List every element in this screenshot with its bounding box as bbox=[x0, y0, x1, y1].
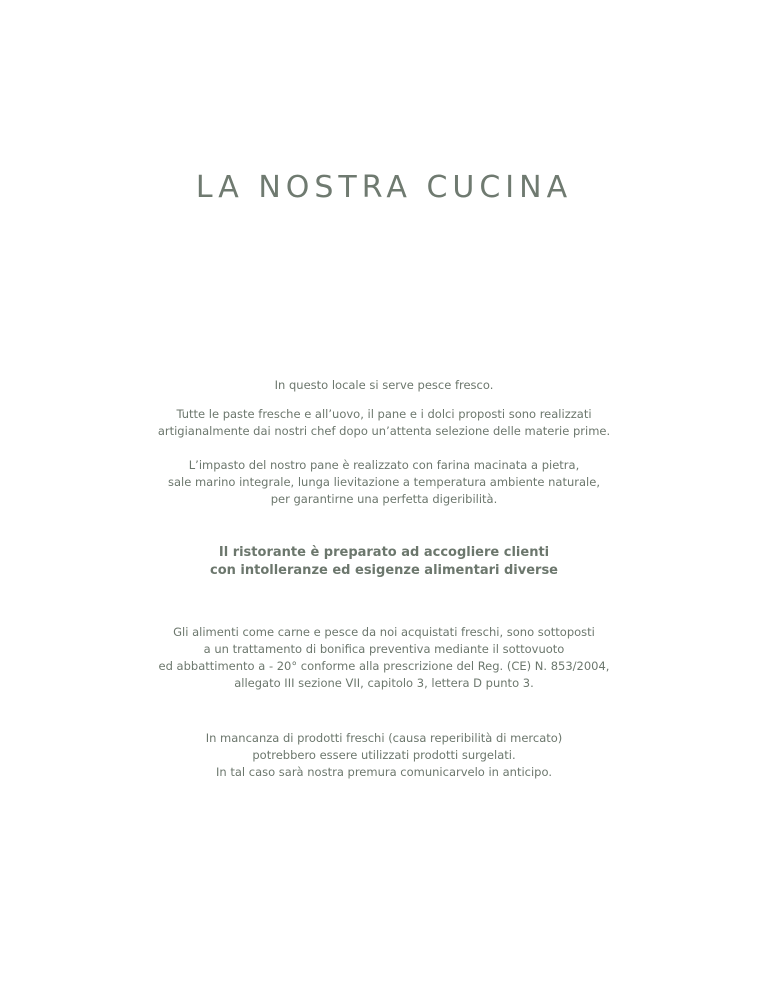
paragraph-line: ed abbattimento a - 20° conforme alla prescrizione del Reg. (CE) N. 853/2004, bbox=[158, 659, 610, 673]
fresh-fish-notice bbox=[0, 377, 768, 394]
paragraph-line: In tal caso sarà nostra premura comunicarvelo in anticipo. bbox=[216, 765, 552, 779]
highlight-line: con intolleranze ed esigenze alimentari diverse bbox=[210, 563, 558, 578]
food-safety-paragraph bbox=[0, 624, 768, 692]
paragraph-line: Gli alimenti come carne e pesce da noi acquistati freschi, sono sottoposti bbox=[173, 625, 595, 639]
frozen-products-paragraph bbox=[0, 730, 768, 781]
paragraph-line: per garantirne una perfetta digeribilità. bbox=[270, 492, 498, 506]
paragraph-line: In questo locale si serve pesce fresco. bbox=[274, 378, 494, 392]
paragraph-line: artigianalmente dai nostri chef dopo un’attenta selezione delle materie prime. bbox=[157, 424, 611, 438]
intolerance-highlight bbox=[0, 544, 768, 580]
paragraph-line: potrebbero essere utilizzati prodotti surgelati. bbox=[252, 748, 516, 762]
paragraph-line: Tutte le paste fresche e all’uovo, il pane e i dolci proposti sono realizzati bbox=[176, 407, 592, 421]
paragraph-line: L’impasto del nostro pane è realizzato con farina macinata a pietra, bbox=[188, 458, 580, 472]
paragraph-line: a un trattamento di bonifica preventiva mediante il sottovuoto bbox=[203, 642, 565, 656]
bread-dough-paragraph bbox=[0, 457, 768, 508]
handmade-products-paragraph bbox=[0, 406, 768, 440]
paragraph-line: In mancanza di prodotti freschi (causa reperibilità di mercato) bbox=[205, 731, 563, 745]
paragraph-line: allegato III sezione VII, capitolo 3, lettera D punto 3. bbox=[234, 676, 534, 690]
paragraph-line: sale marino integrale, lunga lievitazione a temperatura ambiente naturale, bbox=[168, 475, 600, 489]
highlight-line: Il ristorante è preparato ad accogliere clienti bbox=[218, 545, 550, 560]
page-title: LA NOSTRA CUCINA bbox=[195, 170, 573, 205]
